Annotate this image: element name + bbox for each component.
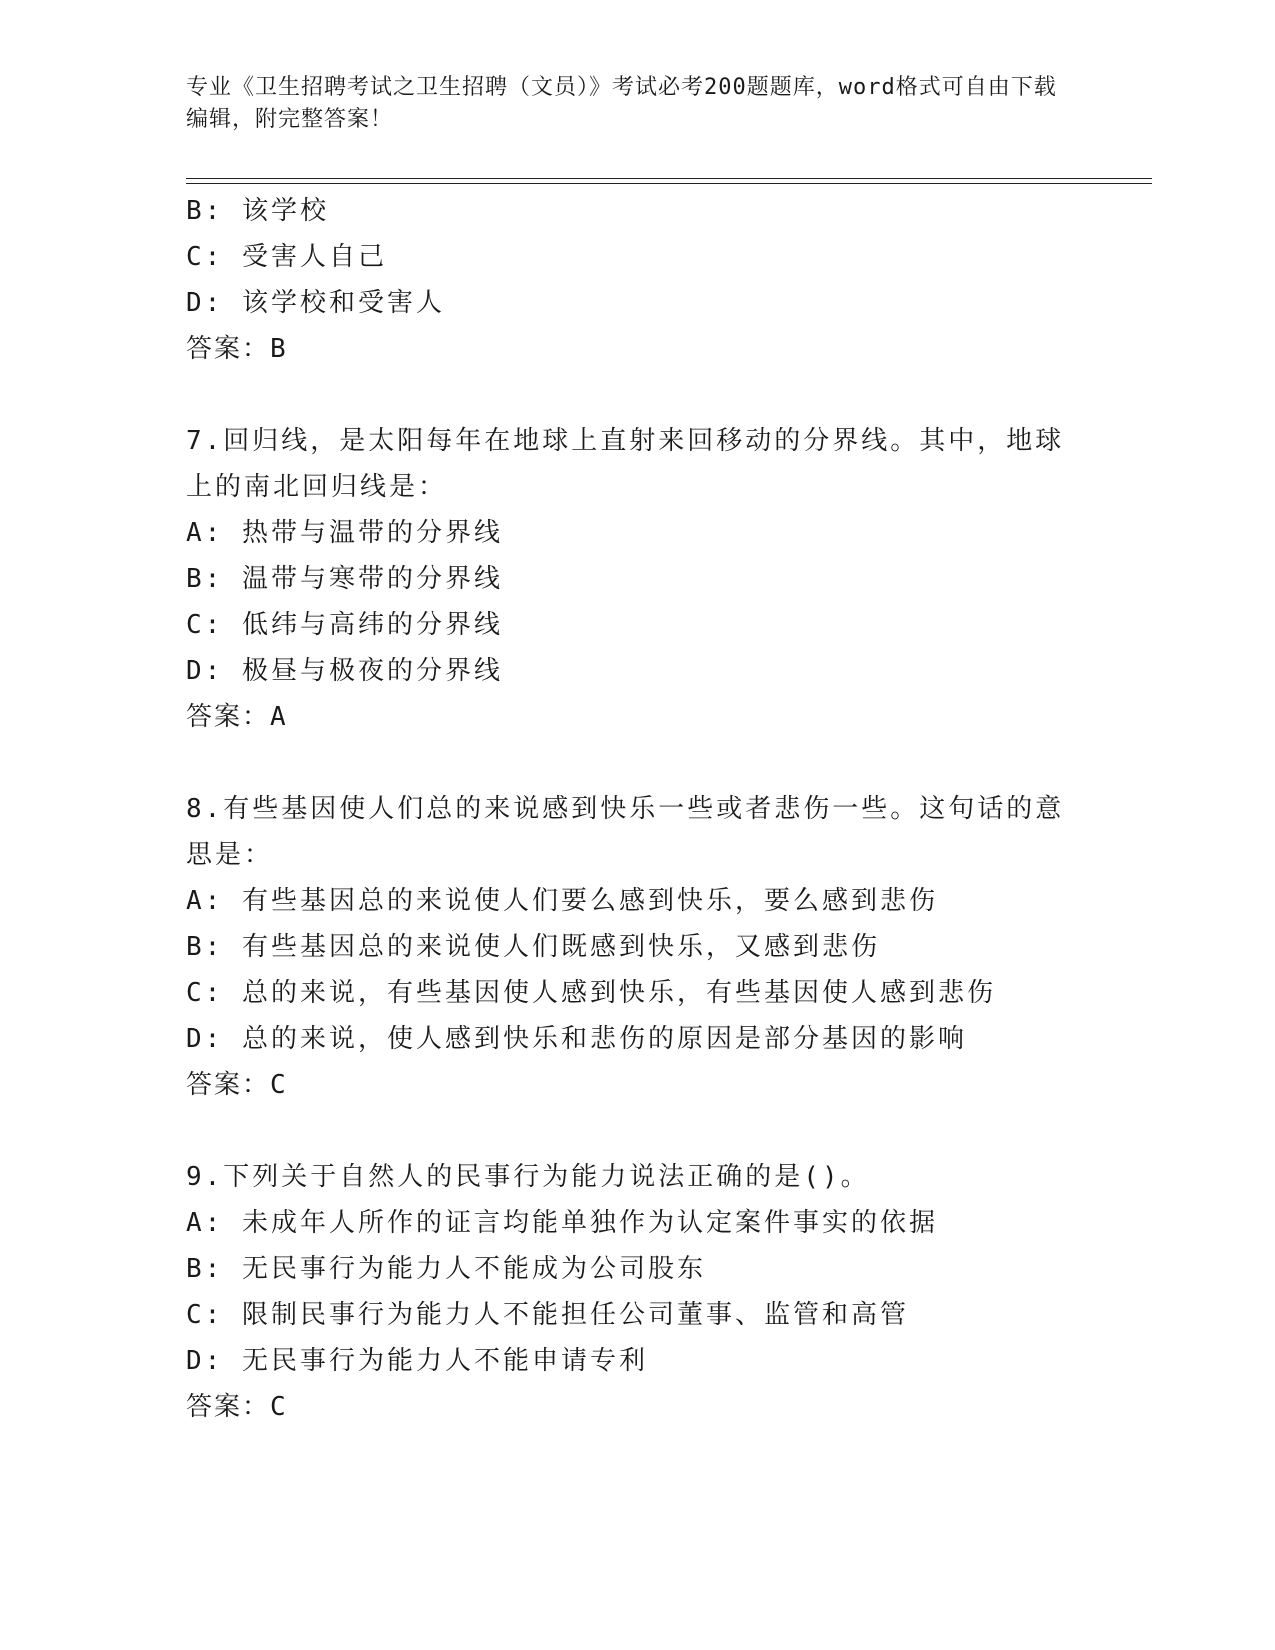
option-label: C:: [186, 242, 224, 272]
option-label: C:: [186, 1300, 224, 1330]
spacer: [186, 1108, 1086, 1154]
option-d: [186, 648, 1086, 694]
option-label: A:: [186, 1208, 224, 1238]
question-text: 7.回归线，是太阳每年在地球上直射来回移动的分界线。其中，地球上的南北回归线是：: [186, 426, 1065, 502]
question-7: [186, 418, 1086, 740]
option-label: D:: [186, 656, 224, 686]
option-b: [186, 188, 1086, 234]
option-label: B:: [186, 932, 224, 962]
answer: 答案：A: [186, 702, 288, 732]
option-label: B:: [186, 196, 224, 226]
question-list: [186, 188, 1086, 1430]
option-text: 总的来说，有些基因使人感到快乐，有些基因使人感到悲伤: [241, 978, 996, 1008]
option-text: 限制民事行为能力人不能担任公司董事、监管和高管: [241, 1300, 909, 1330]
option-c: [186, 234, 1086, 280]
option-a: [186, 878, 1086, 924]
page-header: 专业《卫生招聘考试之卫生招聘（文员）》考试必考200题题库，word格式可自由下载编辑，附完整答案！: [186, 75, 1057, 132]
option-c: [186, 970, 1086, 1016]
option-label: C:: [186, 978, 224, 1008]
option-b: [186, 556, 1086, 602]
option-label: A:: [186, 518, 224, 548]
option-d: [186, 1338, 1086, 1384]
option-text: 该学校和受害人: [241, 288, 445, 318]
option-text: 总的来说，使人感到快乐和悲伤的原因是部分基因的影响: [241, 1024, 967, 1054]
option-label: A:: [186, 886, 224, 916]
header-rule-bottom: [186, 183, 1152, 184]
spacer: [186, 740, 1086, 786]
option-c: [186, 1292, 1086, 1338]
option-a: [186, 1200, 1086, 1246]
question-8: [186, 786, 1086, 1108]
option-text: 热带与温带的分界线: [241, 518, 503, 548]
option-d: [186, 1016, 1086, 1062]
option-text: 受害人自己: [241, 242, 387, 272]
option-text: 温带与寒带的分界线: [241, 564, 503, 594]
option-a: [186, 510, 1086, 556]
option-d: [186, 280, 1086, 326]
header-rule-top: [186, 178, 1152, 179]
option-text: 有些基因总的来说使人们既感到快乐，又感到悲伤: [241, 932, 880, 962]
option-text: 无民事行为能力人不能成为公司股东: [241, 1254, 706, 1284]
option-b: [186, 1246, 1086, 1292]
option-label: C:: [186, 610, 224, 640]
question-9: [186, 1154, 1086, 1430]
option-label: D:: [186, 288, 224, 318]
option-text: 低纬与高纬的分界线: [241, 610, 503, 640]
answer: 答案：C: [186, 1070, 288, 1100]
option-text: 有些基因总的来说使人们要么感到快乐，要么感到悲伤: [241, 886, 938, 916]
option-label: D:: [186, 1024, 224, 1054]
question-text: 8.有些基因使人们总的来说感到快乐一些或者悲伤一些。这句话的意思是：: [186, 794, 1065, 870]
option-b: [186, 924, 1086, 970]
answer: 答案：C: [186, 1392, 288, 1422]
question-text: 9.下列关于自然人的民事行为能力说法正确的是()。: [186, 1162, 870, 1192]
answer: 答案：B: [186, 334, 288, 364]
option-text: 无民事行为能力人不能申请专利: [241, 1346, 648, 1376]
option-label: B:: [186, 1254, 224, 1284]
option-text: 未成年人所作的证言均能单独作为认定案件事实的依据: [241, 1208, 938, 1238]
spacer: [186, 372, 1086, 418]
option-text: 极昼与极夜的分界线: [241, 656, 503, 686]
option-text: 该学校: [241, 196, 329, 226]
option-c: [186, 602, 1086, 648]
question-6-tail: [186, 188, 1086, 372]
option-label: B:: [186, 564, 224, 594]
option-label: D:: [186, 1346, 224, 1376]
